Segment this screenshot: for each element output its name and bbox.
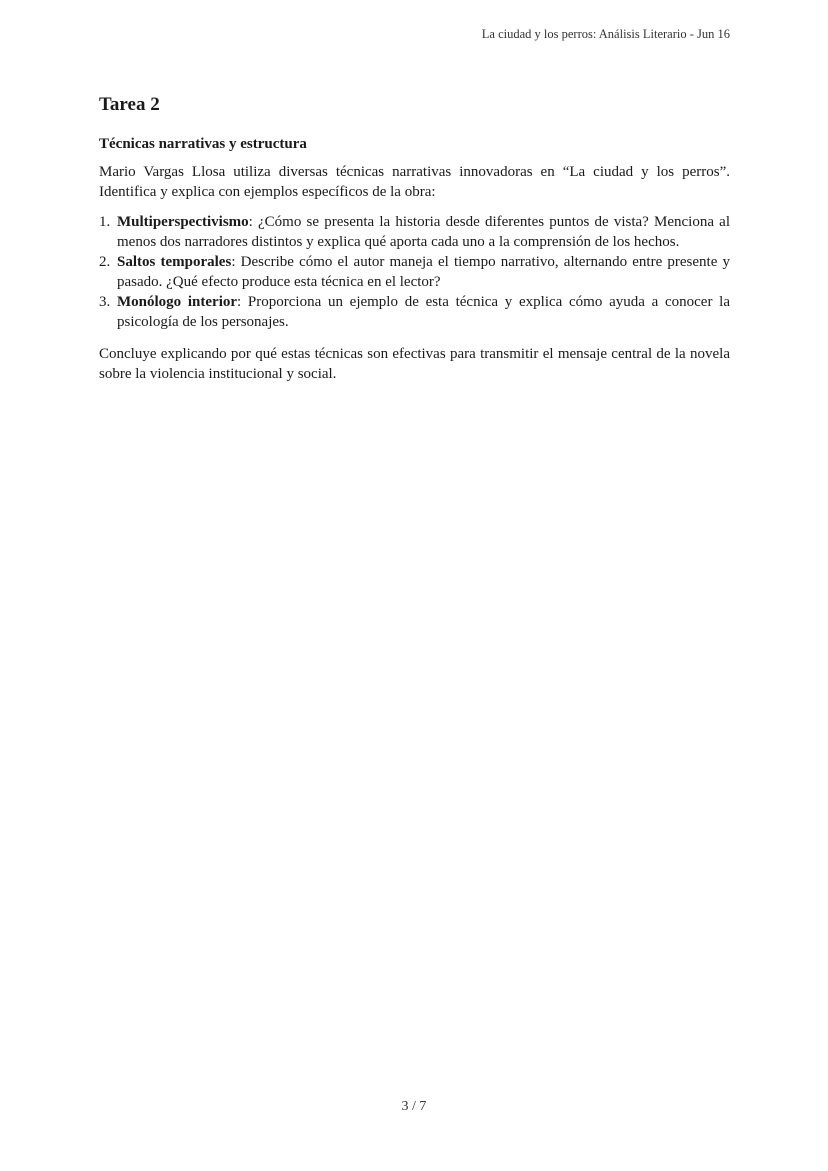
task-title: Tarea 2 — [99, 94, 160, 115]
document-body — [99, 92, 730, 384]
section-title: Técnicas narrativas y estructura — [99, 136, 307, 152]
intro-paragraph: Mario Vargas Llosa utiliza diversas técnicas narrativas innovadoras en “La ciudad y los perros”. Identifica y explica con ejemplos específicos de la obra: — [99, 164, 730, 200]
task-list — [99, 212, 730, 332]
running-header: La ciudad y los perros: Análisis Literario - Jun 16 — [481, 27, 730, 41]
list-item — [99, 212, 730, 252]
list-item-number: 1. — [99, 214, 111, 230]
list-item-text: : ¿Cómo se presenta la historia desde diferentes puntos de vista? Menciona al menos dos narradores distintos y explica qué aporta cada uno a la comprensión de los hechos. — [117, 214, 730, 250]
list-item-text: : Describe cómo el autor maneja el tiempo narrativo, alternando entre presente y pasado. ¿Qué efecto produce esta técnica en el lector? — [117, 254, 730, 290]
list-item-term: Saltos temporales — [117, 254, 232, 270]
list-item-term: Monólogo interior — [117, 294, 238, 310]
list-item-number: 2. — [99, 254, 111, 270]
list-item — [99, 252, 730, 292]
list-item-number: 3. — [99, 294, 111, 310]
list-item — [99, 292, 730, 332]
conclusion-paragraph: Concluye explicando por qué estas técnicas son efectivas para transmitir el mensaje central de la novela sobre la violencia institucional y social. — [99, 346, 730, 382]
list-item-text: : Proporciona un ejemplo de esta técnica y explica cómo ayuda a conocer la psicología de los personajes. — [117, 294, 730, 330]
page-number: 3 / 7 — [401, 1099, 427, 1114]
list-item-term: Multiperspectivismo — [117, 214, 249, 230]
